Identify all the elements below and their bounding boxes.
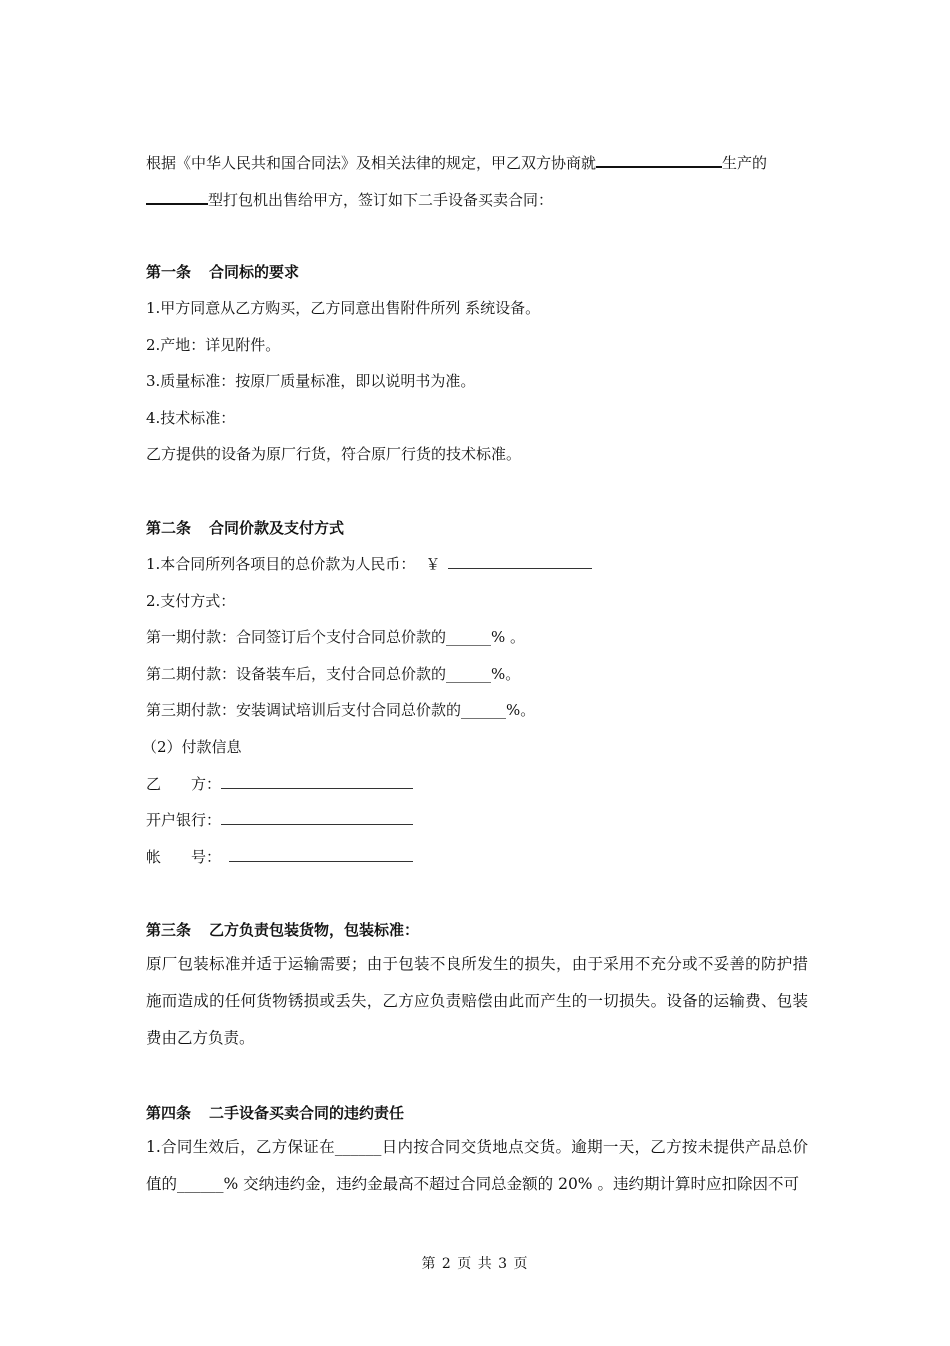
- article3-subtitle: 乙方负责包装货物，包装标准：: [209, 921, 420, 939]
- article4-title: 第四条: [146, 1104, 192, 1122]
- blank-account[interactable]: [229, 847, 413, 862]
- payment-3: 第三期付款：安装调试培训后支付合同总价款的______%。: [146, 701, 536, 719]
- blank-model[interactable]: [146, 189, 208, 205]
- bank-label: 开户银行：: [146, 811, 222, 829]
- page-footer: 第 2 页 共 3 页: [421, 1256, 529, 1272]
- article4-heading: [146, 1103, 816, 1123]
- payment-info: （2）付款信息: [142, 738, 242, 756]
- price-line: [146, 554, 816, 574]
- account-line: [146, 847, 816, 867]
- article1-heading: [146, 262, 816, 282]
- blank-bank[interactable]: [221, 810, 413, 825]
- article3-body: 原厂包装标准并适于运输需要；由于包装不良所发生的损失，由于采用不充分或不妥善的防护措施而造成的任何货物锈损或丢失，乙方应负责赔偿由此而产生的一切损失。设备的运输费、包装费由乙方负责。: [146, 955, 808, 1047]
- blank-total-price[interactable]: [448, 554, 592, 569]
- article1-item-3: 3.质量标准：按原厂质量标准，即以说明书为准。: [146, 372, 476, 390]
- party-b-line: [146, 774, 816, 794]
- article2-subtitle: 合同价款及支付方式: [209, 519, 345, 537]
- article1-item-1: 1.甲方同意从乙方购买，乙方同意出售附件所列 系统设备。: [146, 299, 541, 317]
- payment-2: 第二期付款：设备装车后，支付合同总价款的______%。: [146, 665, 521, 683]
- intro-after-text: 生产的: [722, 154, 768, 172]
- article4-subtitle: 二手设备买卖合同的违约责任: [209, 1104, 405, 1122]
- party-b-label: 乙 方：: [146, 775, 222, 793]
- article1-item-5: 乙方提供的设备为原厂行货，符合原厂行货的技术标准。: [146, 445, 522, 463]
- article2-title: 第二条: [146, 519, 192, 537]
- article1-item-4: 4.技术标准：: [146, 409, 236, 427]
- article1-title: 第一条: [146, 263, 192, 281]
- article2-heading: [146, 518, 816, 538]
- account-label: 帐 号：: [146, 848, 222, 866]
- price-label: 1.本合同所列各项目的总价款为人民币：: [146, 555, 416, 573]
- intro-text: 根据《中华人民共和国合同法》及相关法律的规定，甲乙双方协商就: [146, 154, 597, 172]
- payment-1: 第一期付款：合同签订后个支付合同总价款的______% 。: [146, 628, 526, 646]
- article4-body: 1.合同生效后，乙方保证在______日内按合同交货地点交货。逾期一天，乙方按未提供产品总价值的______% 交纳违约金，违约金最高不超过合同总金额的 20% 。违约期计算时应扣除因不可: [146, 1138, 808, 1193]
- intro-line-1: [146, 152, 816, 173]
- currency-symbol: ￥: [425, 555, 441, 573]
- intro-line-2: [146, 189, 816, 210]
- blank-party-b[interactable]: [221, 774, 413, 789]
- payment-method: 2.支付方式：: [146, 592, 236, 610]
- intro-line-2-text: 型打包机出售给甲方，签订如下二手设备买卖合同：: [208, 191, 554, 209]
- article3-title: 第三条: [146, 921, 192, 939]
- article3-heading: [146, 920, 816, 940]
- article1-subtitle: 合同标的要求: [209, 263, 300, 281]
- article1-item-2: 2.产地：详见附件。: [146, 336, 281, 354]
- blank-manufacturer[interactable]: [596, 152, 722, 168]
- bank-line: [146, 810, 816, 830]
